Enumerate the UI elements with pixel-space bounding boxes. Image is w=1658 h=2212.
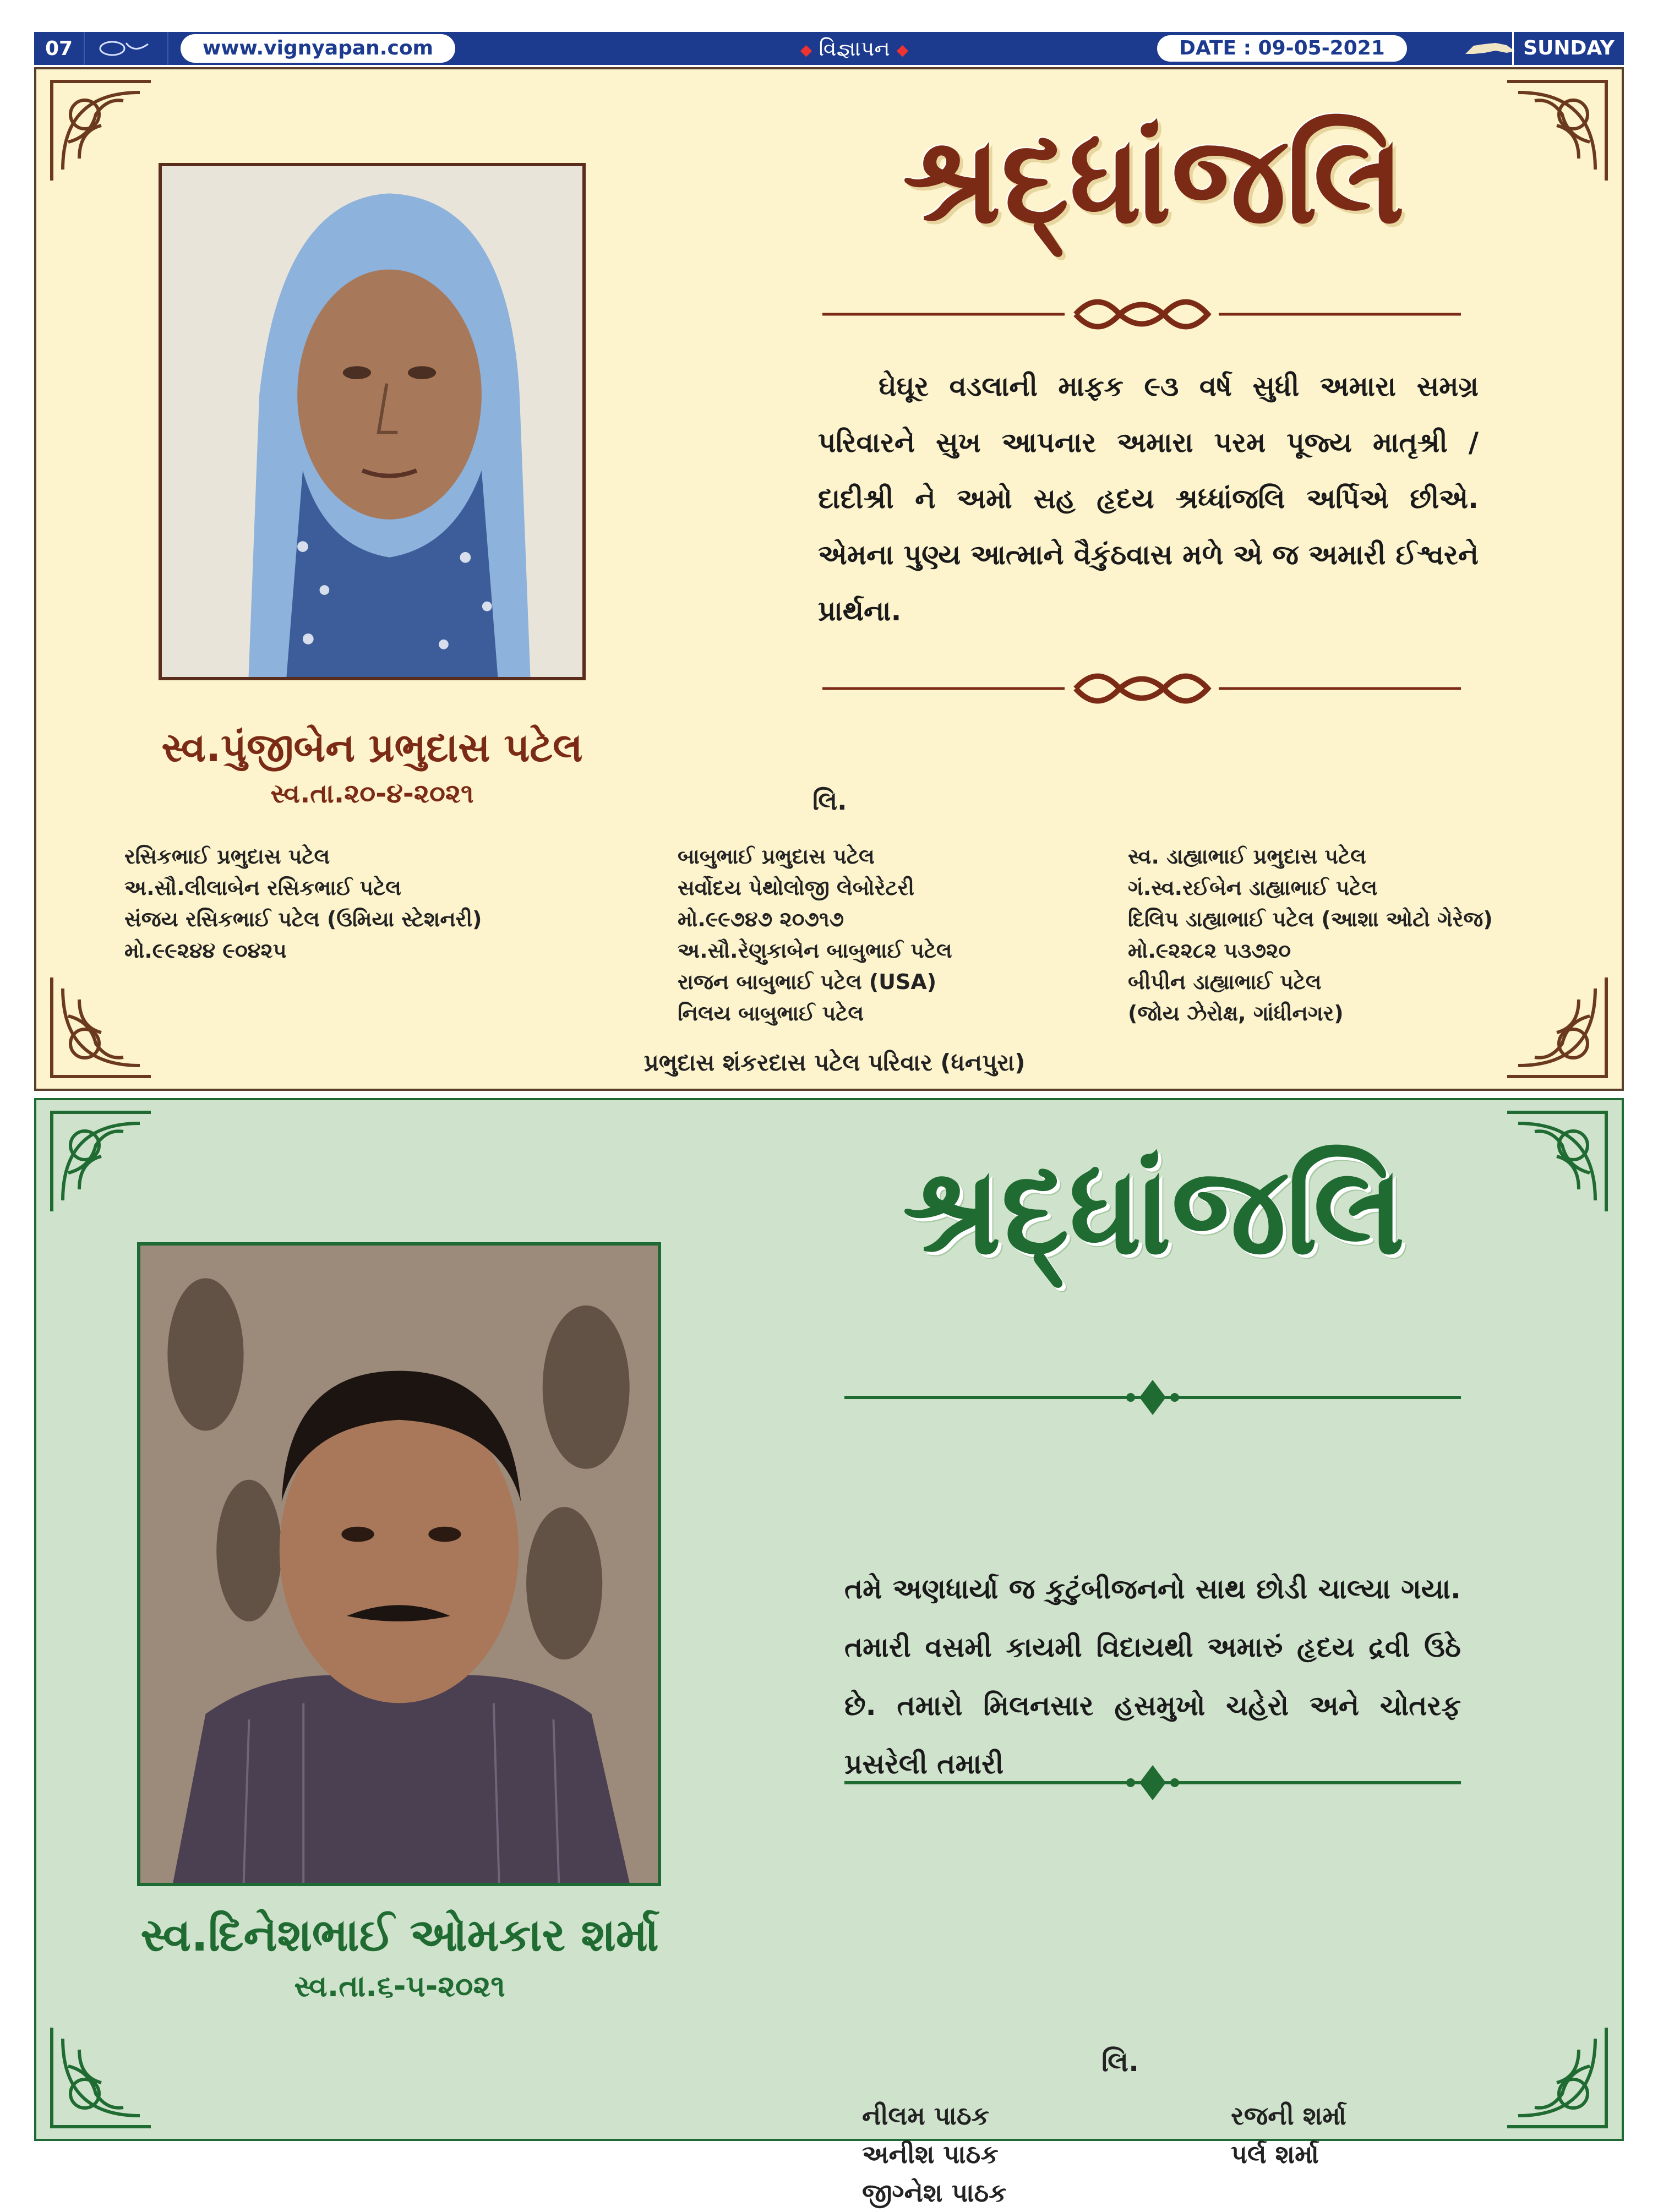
family-column-1 [124,841,482,966]
issue-day: SUNDAY [1512,32,1624,65]
family-column-2 [1231,2096,1346,2173]
ornamental-divider-icon [844,1375,1461,1422]
portrait-photo-elderly-woman [159,163,586,680]
deceased-name: સ્વ.દિનેશભાઈ ઓમકાર શર્મા [140,1909,659,1962]
ornamental-divider-icon [822,284,1461,347]
tribute-message: તમે અણધાર્યા જ કુટુંબીજનનો સાથ છોડી ચાલ્યા ગયા. તમારી વસમી કાયમી વિદાયથી અમારું હૃદય દ્રવી ઉઠે છે. તમારો મિલનસાર હસમુખો ચહેરો અને ચોતરફ પ્રસરેલી તમારી [844,1573,1461,1780]
family-member: બીપીન ડાહ્યાભાઈ પટેલ [1128,970,1322,994]
family-column-2 [678,841,952,1029]
family-member: નિલય બાબુભાઈ પટેલ [678,1001,864,1025]
family-member: નીલમ પાઠક [862,2101,990,2131]
ornament-corner-icon [46,76,156,186]
family-member: પર્લ શર્મા [1231,2139,1319,2169]
family-member: રાજન બાબુભાઈ પટેલ (USA) [678,970,937,994]
phone-number: મો.૯૯૨૪૪ ૯૦૪૨૫ [124,938,287,963]
bullet-right-icon: ◆ [896,40,909,59]
ornament-corner-icon [1502,2022,1612,2132]
ornamental-divider-icon [844,1761,1461,1807]
death-date: સ્વ.તા.૬-૫-૨૦૨૧ [294,1969,505,2003]
ornament-corner-icon [1502,76,1612,186]
bullet-left-icon: ◆ [800,40,812,59]
tribute-message: ઘેઘૂર વડલાની માફક ૯૩ વર્ષ સુધી અમારા સમગ્ર પરિવારને સુખ આપનાર અમારા પરમ પૂજ્ય માતૃશ્રી / દાદીશ્રી ને અમો સહ હૃદય શ્રધ્ધાંજલિ અર્પિએ છીએ. એમના પુણ્ય આત્માને વૈકુંઠવાસ મળે એ જ અમારી ઈશ્વરને પ્રાર્થના. [818,370,1479,627]
ornament-corner-icon [46,972,156,1082]
page-number: 07 [45,37,73,60]
li-label: લિ. [812,786,847,816]
family-member: અનીશ પાઠક [862,2139,999,2169]
family-member: સર્વોદય પેથોલોજી લેબોરેટરી [678,876,915,900]
family-member: જીગ્નેશ પાઠક [862,2178,1007,2208]
li-label: લિ. [1101,2046,1139,2078]
notice-title: શ્રદ્ધાંજલિ [902,1139,1405,1281]
family-member: દિલિપ ડાહ્યાભાઈ પટેલ (આશા ઓટો ગેરેજ) [1128,907,1493,931]
family-member: રસિકભાઈ પ્રભુદાસ પટેલ [124,844,330,869]
family-member: અ.સૌ.લીલાબેન રસિકભાઈ પટેલ [124,876,401,900]
ornamental-divider-icon [822,658,1461,721]
death-date: સ્વ.તા.૨૦-૪-૨૦૨૧ [270,778,474,809]
page-header-bar [34,32,1624,65]
notice-title: શ્રદ્ધાંજલિ [902,108,1405,250]
obituary-notice-2 [34,1098,1624,2208]
family-member: અ.સૌ.રેણુકાબેન બાબુભાઈ પટેલ [678,938,952,963]
portrait-photo-man [137,1242,661,1886]
family-member: બાબુભાઈ પ્રભુદાસ પટેલ [678,844,875,869]
family-member: (જોય ઝેરોક્ષ, ગાંધીનગર) [1128,1001,1344,1025]
ornament-corner-icon [1502,1107,1612,1217]
family-column-1 [862,2096,1007,2212]
publication-logo-icon [84,32,168,65]
ornament-corner-icon [46,1107,156,1217]
ornament-corner-icon [46,2022,156,2132]
section-label [772,36,937,61]
family-member: સંજય રસિકભાઈ પટેલ (ઉમિયા સ્ટેશનરી) [124,907,482,931]
website-url-link[interactable]: www.vignyapan.com [181,34,455,63]
ornament-corner-icon [1502,972,1612,1082]
phone-number: મો.૯૨૨૮૨ ૫૩૭૨૦ [1128,938,1291,963]
family-column-3 [1128,841,1493,1029]
issue-date: DATE : 09-05-2021 [1157,35,1407,62]
family-member: રજની શર્મા [1231,2101,1346,2131]
family-name-footer: પ્રભુદાસ શંકરદાસ પટેલ પરિવાર (ધનપુરા) [643,1049,1026,1076]
deceased-name: સ્વ.પુંજીબેન પ્રભુદાસ પટેલ [161,724,583,771]
obituary-notice-1 [34,67,1624,1091]
family-member: ગં.સ્વ.રઈબેન ડાહ્યાભાઈ પટેલ [1128,876,1378,900]
phone-number: મો.૯૯૭૪૭ ૨૦૭૧૭ [678,907,844,931]
family-member: સ્વ. ડાહ્યાભાઈ પ્રભુદાસ પટેલ [1128,844,1366,869]
section-name: વિજ્ઞાપન [819,36,890,61]
